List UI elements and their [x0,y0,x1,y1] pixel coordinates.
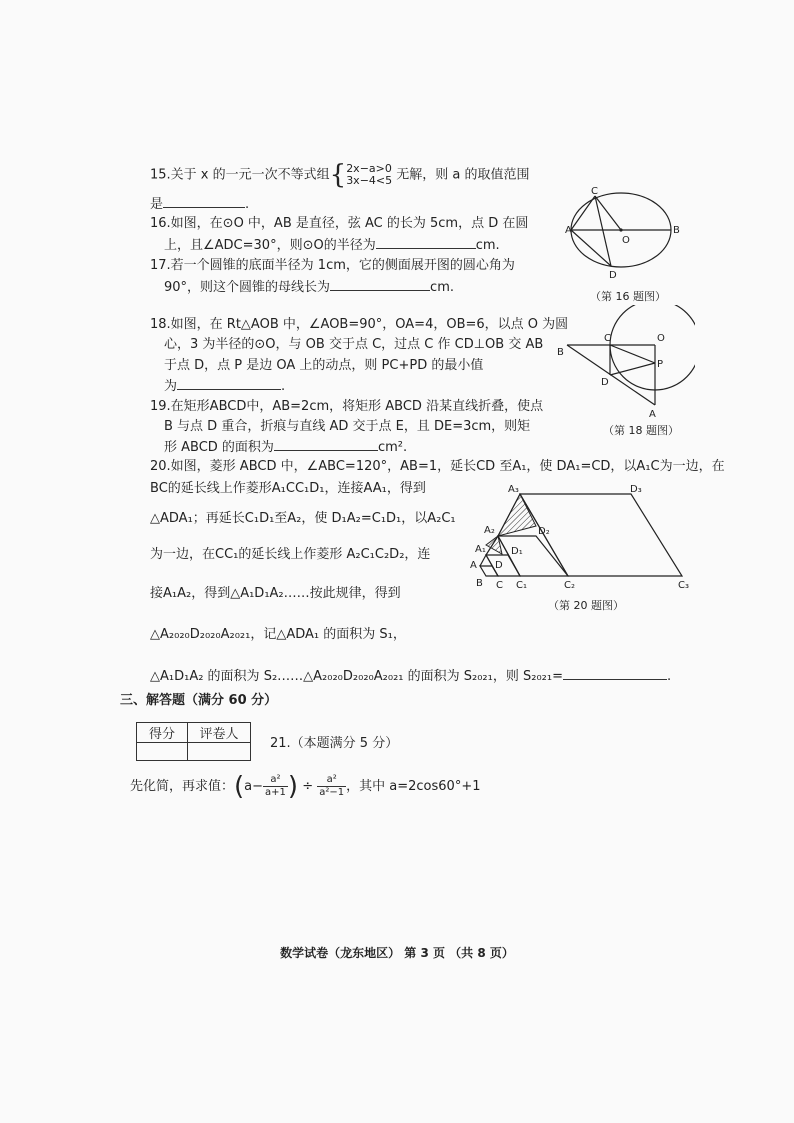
fraction-1 [263,774,288,799]
question-17-line2 [164,276,454,299]
ineq-2: 3x−4<5 [346,174,393,187]
label-a3: A₃ [508,484,519,495]
q15-post: 无解，则 a 的取值范围 [392,167,530,183]
question-18-line3: 于点 D，点 P 是边 OA 上的动点，则 PC+PD 的最小值 [164,358,484,373]
q16-line2-pre: 上，且∠ADC=30°，则⊙O的半径为 [164,238,376,253]
question-18-line1: 18.如图，在 Rt△AOB 中，∠AOB=90°，OA=4，OB=6，以点 O 为圆 [150,317,569,332]
q17-line2-post: cm. [430,280,454,295]
question-20-line4: 为一边，在CC₁的延长线上作菱形 A₂C₁C₂D₂，连 [150,547,431,562]
fraction-1-num: a² [263,774,288,787]
label-o: O [657,333,665,344]
q20-line7-post: . [666,669,672,684]
question-19-line1: 19.在矩形ABCD中，AB=2cm，将矩形 ABCD 沿某直线折叠，使点 [150,399,544,414]
question-21-expression [130,771,481,802]
caption-18: （第 18 题图） [603,424,679,437]
label-b: B [557,347,564,358]
caption-20: （第 20 题图） [548,599,624,612]
label-d3: D₃ [630,484,642,495]
q20-line7-pre: △A₁D₁A₂ 的面积为 S₂……△A₂₀₂₀D₂₀₂₀A₂₀₂₁ 的面积为 S₂₀₂₁，则 S₂₀₂₁= [150,669,563,684]
label-c: C [496,580,503,591]
label-a: A [565,225,572,236]
label-c3: C₃ [678,580,689,591]
q21-a: a− [244,779,264,794]
grader-cell[interactable] [188,743,251,761]
q15-line2-post: . [245,197,250,212]
page-footer: 数学试卷（龙东地区） 第 3 页 （共 8 页） [280,946,514,960]
q17-line2-pre: 90°，则这个圆锥的母线长为 [164,280,331,295]
q16-line2-post: cm. [475,238,500,253]
ineq-1: 2x−a>0 [346,162,392,175]
q15-line2-pre: 是 [150,197,164,212]
figure-20 [458,480,698,595]
q15-pre: 15.关于 x 的一元一次不等式组 [150,167,330,183]
answer-blank-15[interactable] [163,193,245,208]
label-a: A [470,560,477,571]
label-b: B [673,225,680,236]
segment-aa1 [480,555,486,566]
brace: { [329,160,347,190]
question-20-line5: 接A₁A₂，得到△A₁D₁A₂……按此规律，得到 [150,586,401,601]
section-3-title: 三、解答题（满分 60 分） [120,693,278,708]
fraction-1-den: a+1 [265,787,286,798]
q21-post: ，其中 a=2cos60°+1 [346,779,481,794]
question-16-line1: 16.如图，在⊙O 中，AB 是直径，弦 AC 的长为 5cm，点 D 在圆 [150,216,529,231]
answer-blank-19[interactable] [274,436,378,451]
label-c1: C₁ [516,580,527,591]
figure-18 [555,305,695,420]
question-20-line3: △ADA₁；再延长C₁D₁至A₂，使 D₁A₂=C₁D₁，以A₂C₁ [150,511,456,526]
right-paren: ) [287,771,299,802]
figure-16 [565,185,685,285]
label-b: B [476,578,483,589]
score-cell[interactable] [137,743,188,761]
question-19-line2: B 与点 D 重合，折痕与直线 AD 交于点 E，且 DE=3cm，则矩 [164,419,531,434]
label-a: A [649,409,656,420]
q19-line3-pre: 形 ABCD 的面积为 [164,440,274,455]
question-20-line7 [150,665,671,688]
fraction-2 [317,774,346,799]
question-20-line6: △A₂₀₂₀D₂₀₂₀A₂₀₂₁，记△ADA₁ 的面积为 S₁， [150,627,406,642]
circle-o [610,305,695,390]
question-21-title: 21.（本题满分 5 分） [270,736,399,751]
question-20-line2: BC的延长线上作菱形A₁CC₁D₁，连接AA₁，得到 [150,481,426,496]
left-paren: ( [234,771,245,802]
q18-line4-post: . [281,379,286,394]
label-d1: D₁ [511,546,523,557]
label-d: D [495,560,503,571]
grader-label: 评卷人 [188,723,251,743]
question-16-line2 [164,234,500,257]
score-table [136,722,251,761]
answer-blank-18[interactable] [177,375,281,390]
label-a2: A₂ [484,525,495,536]
center-dot [619,228,622,231]
fraction-2-den: a²−1 [319,787,345,798]
question-18-line2: 心，3 为半径的⊙O，与 OB 交于点 C，过点 C 作 CD⊥OB 交 AB [164,337,544,352]
label-o: O [622,235,630,246]
score-label: 得分 [137,723,188,743]
question-18-line4 [164,375,285,398]
segment-cp [610,345,655,363]
label-c: C [591,186,598,197]
answer-blank-17[interactable] [330,276,430,291]
chord-ac [571,196,595,230]
fraction-2-num: a² [317,774,346,787]
answer-blank-16[interactable] [376,234,476,249]
divide-sign: ÷ [302,779,314,794]
caption-16: （第 16 题图） [590,290,666,303]
label-c2: C₂ [564,580,575,591]
q19-line3-post: cm². [377,440,408,455]
label-c: C [604,333,611,344]
inequality-system [346,163,392,187]
label-p: P [657,359,664,370]
label-d: D [601,377,609,388]
question-17-line1: 17.若一个圆锥的底面半径为 1cm，它的侧面展开图的圆心角为 [150,258,515,273]
question-15 [150,160,530,190]
q18-line4-pre: 为 [164,379,178,394]
answer-blank-20[interactable] [563,665,667,680]
label-d: D [609,270,617,281]
question-20-line1: 20.如图，菱形 ABCD 中，∠ABC=120°，AB=1，延长CD 至A₁，使 DA₁=CD，以A₁C为一边，在 [150,459,725,474]
q21-pre: 先化简，再求值： [130,779,235,794]
label-d2: D₂ [538,526,550,537]
label-a1: A₁ [475,544,486,555]
